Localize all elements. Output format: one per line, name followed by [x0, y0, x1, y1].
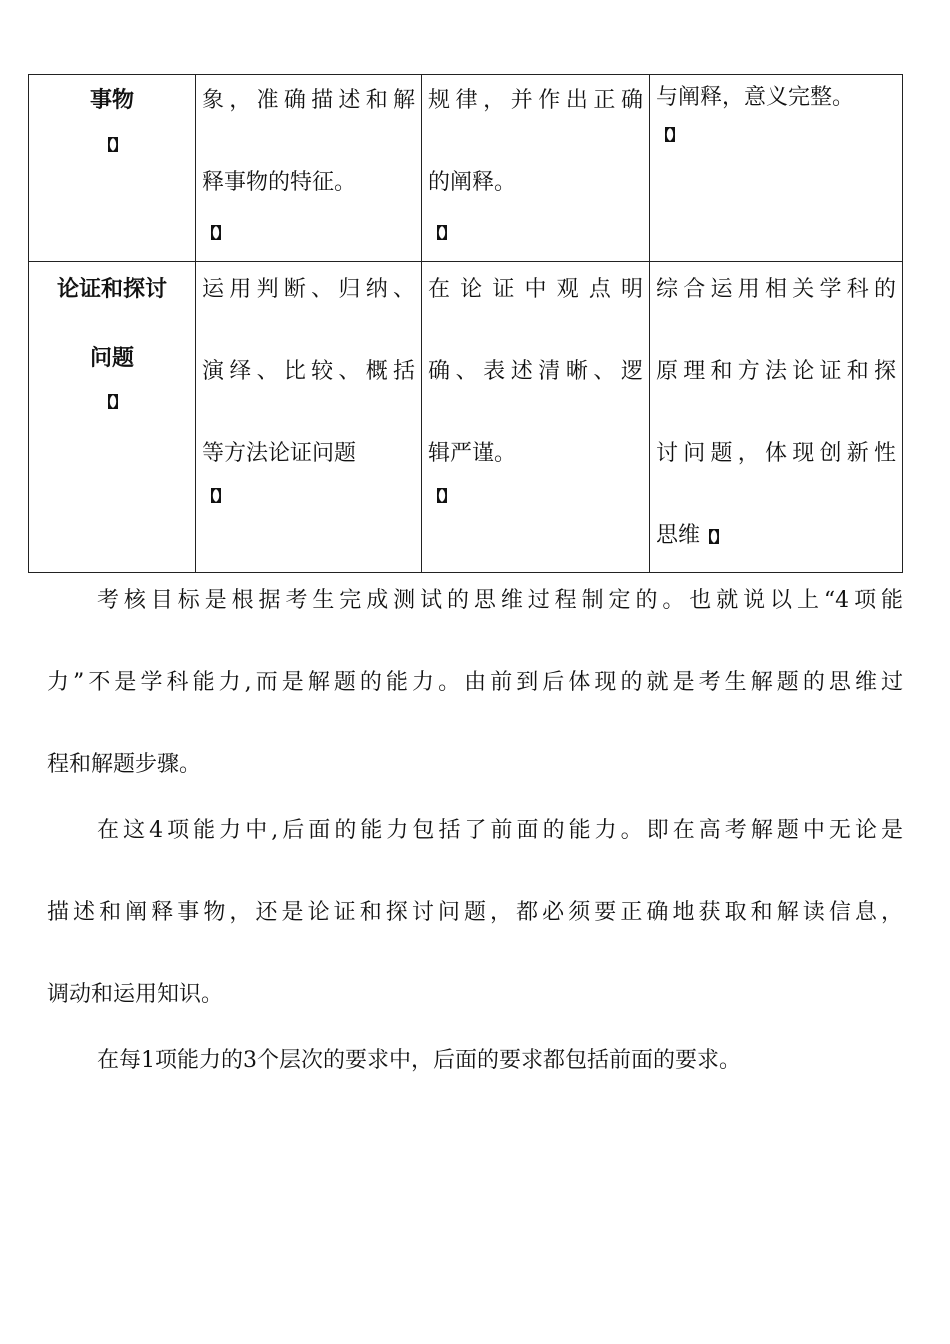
row-heading-cell: [29, 262, 196, 573]
cell-line: 辑严谨。: [428, 441, 517, 466]
cell-line: 的阐释。: [428, 170, 517, 195]
row-heading: 事物: [89, 88, 134, 113]
paragraph-1: [47, 560, 903, 806]
cell-line: 演绎、比较、概括: [202, 359, 415, 384]
paragraph-line: 程和解题步骤。: [47, 752, 202, 777]
cell-line: 原理和方法论证和探: [656, 359, 896, 384]
cell-line: 规律，并作出正确: [428, 88, 643, 113]
table-cell: [196, 262, 422, 573]
table-cell: [650, 262, 903, 573]
table-row: [29, 75, 903, 262]
cell-line: 讨问题，体现创新性: [656, 441, 896, 466]
cell-line: 运用判断、归纳、: [202, 277, 415, 302]
table-cell: [422, 262, 650, 573]
bracket-mark: 【】: [656, 126, 683, 144]
paragraph-line: 力”不是学科能力,而是解题的能力。由前到后体现的就是考生解题的思维过: [47, 670, 903, 695]
table-cell: [196, 75, 422, 262]
bracket-mark: 【】: [98, 136, 125, 154]
paragraph-2: [47, 790, 903, 1036]
bracket-mark: 【】: [428, 224, 455, 242]
row-heading-cell: [29, 75, 196, 262]
cell-text: 思维: [656, 523, 701, 548]
ability-table: [28, 74, 903, 573]
table-row: [29, 262, 903, 573]
bracket-mark: 【】: [202, 487, 229, 505]
cell-line: 象，准确描述和解: [202, 88, 415, 113]
paragraph-line: 调动和运用知识。: [47, 982, 224, 1007]
row-heading-line: 论证和探讨: [56, 277, 167, 302]
cell-line: 与阐释，意义完整。: [656, 85, 855, 110]
paragraph-line: 在每1项能力的3个层次的要求中，后面的要求都包括前面的要求。: [97, 1048, 741, 1073]
row-heading-line: 问题: [89, 346, 134, 371]
cell-line: 确、表述清晰、逻: [428, 359, 643, 384]
cell-line: 等方法论证问题: [202, 441, 357, 466]
bracket-mark: 【】: [700, 528, 727, 546]
paragraph-3: [47, 1020, 903, 1102]
bracket-mark: 【】: [428, 487, 455, 505]
table-cell: [650, 75, 903, 262]
paragraph-line: 在这4项能力中,后面的能力包括了前面的能力。即在高考解题中无论是: [97, 818, 903, 843]
table-cell: [422, 75, 650, 262]
cell-line: 释事物的特征。: [202, 170, 357, 195]
paragraph-line: 考核目标是根据考生完成测试的思维过程制定的。也就说以上“4项能: [97, 588, 903, 613]
cell-line: 综合运用相关学科的: [656, 277, 896, 302]
bracket-mark: 【】: [202, 224, 229, 242]
cell-line: 在论证中观点明: [428, 277, 643, 302]
bracket-mark: 【】: [98, 393, 125, 411]
paragraph-line: 描述和阐释事物，还是论证和探讨问题，都必须要正确地获取和解读信息，: [47, 900, 903, 925]
cell-line-with-mark: [656, 508, 896, 560]
